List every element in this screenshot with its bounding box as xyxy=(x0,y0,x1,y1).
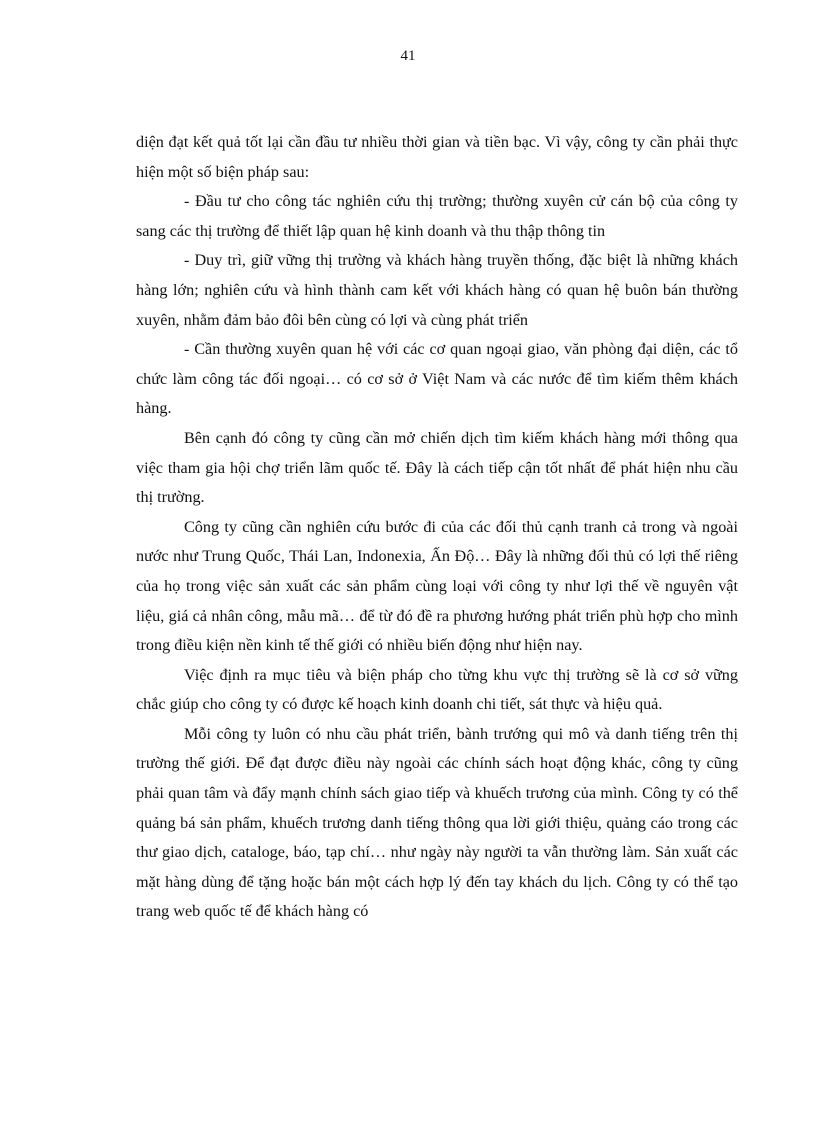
paragraph-intro: diện đạt kết quả tốt lại cần đầu tư nhiều thời gian và tiền bạc. Vì vậy, công ty cần phải thực hiện một số biện pháp sau: xyxy=(136,133,738,181)
page-number: 41 xyxy=(400,48,416,64)
paragraph-competitors: Công ty cũng cần nghiên cứu bước đi của các đối thủ cạnh tranh cả trong và ngoài nước như Trung Quốc, Thái Lan, Indonexia, Ấn Độ… Đây là những đối thủ có lợi thế riêng của họ trong việc sản xuất các sản phẩm cùng loại với công ty như lợi thế về nguyên vật liệu, giá cả nhân công, mẫu mã… để từ đó đề ra phương hướng phát triển phù hợp cho mình trong điều kiện nền kinh tế thế giới có nhiều biến động như hiện nay. xyxy=(136,517,738,655)
paragraph-promotion: Mỗi công ty luôn có nhu cầu phát triển, bành trướng qui mô và danh tiếng trên thị trường thế giới. Để đạt được điều này ngoài các chính sách hoạt động khác, công ty cũng phải quan tâm và đẩy mạnh chính sách giao tiếp và khuếch trương của mình. Công ty có thể quảng bá sản phẩm, khuếch trương danh tiếng thông qua lời giới thiệu, quảng cáo trong các thư giao dịch, cataloge, báo, tạp chí… như ngày này người ta vẫn thường làm. Sản xuất các mặt hàng dùng để tặng hoặc bán một cách hợp lý đến tay khách du lịch. Công ty có thể tạo trang web quốc tế để khách hàng có xyxy=(136,724,738,921)
bullet-maintain-customers: - Duy trì, giữ vững thị trường và khách hàng truyền thống, đặc biệt là những khách hàng lớn; nghiên cứu và hình thành cam kết với khách hàng có quan hệ buôn bán thường xuyên, nhằm đảm bảo đôi bên cùng có lợi và cùng phát triển xyxy=(136,251,738,329)
paragraph-objectives: Việc định ra mục tiêu và biện pháp cho từng khu vực thị trường sẽ là cơ sở vững chắc giúp cho công ty có được kế hoạch kinh doanh chi tiết, sát thực và hiệu quả. xyxy=(136,665,738,714)
paragraph-trade-fairs: Bên cạnh đó công ty cũng cần mở chiến dịch tìm kiếm khách hàng mới thông qua việc tham gia hội chợ triển lãm quốc tế. Đây là cách tiếp cận tốt nhất để phát hiện nhu cầu thị trường. xyxy=(136,428,738,507)
bullet-market-research: - Đầu tư cho công tác nghiên cứu thị trường; thường xuyên cử cán bộ của công ty sang các thị trường để thiết lập quan hệ kinh doanh và thu thập thông tin xyxy=(136,192,738,240)
bullet-diplomatic-relations: - Cần thường xuyên quan hệ với các cơ quan ngoại giao, văn phòng đại diện, các tổ chức làm công tác đối ngoại… có cơ sở ở Việt Nam và các nước để tìm kiếm thêm khách hàng. xyxy=(136,340,738,418)
document-body xyxy=(136,128,738,927)
